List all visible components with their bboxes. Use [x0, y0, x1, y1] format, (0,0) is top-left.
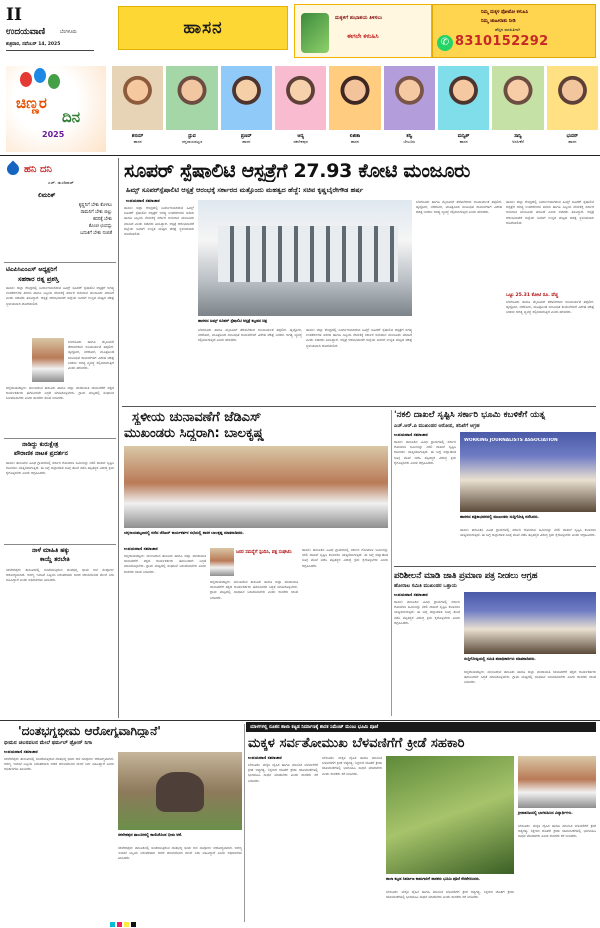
lead-bottom-rule	[122, 406, 596, 407]
elephant-body-col2: ಸಕಲೇಶಪುರ: ತಾಲೂಕಿನಲ್ಲಿ ಸಂಚರಿಸುತ್ತಿರುವ ದಂತಭಗ್ನ ಭೀಮ ಆನೆ ಸಂಪೂರ್ಣ ಆರೋಗ್ಯವಾಗಿದೆ. ಅರಣ್ಯ ಇಲಾಖೆ ಸಿಬ್ಬಂದಿ ನಿರಂತರವಾಗಿ ಅದರ ಚಲನವಲನದ ಮೇಲೆ ನಿಗಾ ವಹಿಸಿದ್ದಾರೆ ಎಂದು ಅಧಿಕಾರಿಗಳು ತಿಳಿಸಿದರು.	[118, 846, 242, 861]
child-card	[166, 66, 217, 152]
lead-subhead: ಹಿಮ್ಸ್ ಸೂಪರ್‌ಸ್ಪೆಷಾಲಿಟಿ ಆಸ್ಪತ್ರೆ ಆರಂಭಕ್ಕೆ ಸರ್ಕಾರದ ಮತ್ತೊಂದು ಮಹತ್ವದ ಹೆಜ್ಜೆ: ಸಚಿವ ಕೃಷ್ಣಬೈರೇಗೌಡ ಹರ್ಷ	[126, 186, 364, 194]
ad1-line1: ಮಕ್ಕಳಿಗೆ ಶುಭಾಶಯ ತಿಳಿಸಲು	[335, 15, 383, 21]
poem-line: ಕವನಕ್ಕೆ ಬೇಕು	[92, 217, 112, 222]
land-subhead: ಎಚ್.ಆರ್.ಪಿ ಮುಖಂಡರ ಆರೋಪ, ತನಿಖೆಗೆ ಆಗ್ರಹ	[394, 423, 480, 429]
story1-body-cont: ಬೆಂಗಳೂರು ಹಾಗೂ ಮೈಸೂರಿಗೆ ತೆರಳಬೇಕಾದ ಅನಿವಾರ್ಯತೆ ತಪ್ಪಲಿದೆ. ಹೃದ್ರೋಗ, ನರರೋಗ, ಮೂತ್ರಪಿಂಡ ಸಂಬಂಧಿತ ಕಾಯಿಲೆಗಳಿಗೆ ವಿಶೇಷ ಚಿಕಿತ್ಸೆ ನೀಡಲು ಅಗತ್ಯ ವ್ಯವಸ್ಥೆ ಕಲ್ಪಿಸಲಾಗುತ್ತಿದೆ ಎಂದು ಹೇಳಿದರು.	[68, 340, 114, 371]
balloon-icon	[20, 72, 32, 87]
hospital-photo	[198, 200, 412, 316]
elephant-headline: 'ದಂತಭಗ್ನಭೀಮ ಆರೋಗ್ಯವಾಗಿದ್ದಾನೆ'	[18, 724, 161, 738]
person-photo	[32, 338, 64, 382]
drop-icon	[5, 161, 22, 178]
child-card	[384, 66, 435, 152]
lead-byline: ಉದಯವಾಣಿ ಸಮಾಚಾರ	[126, 198, 160, 203]
caste-story	[394, 568, 596, 718]
lead-story	[122, 158, 596, 406]
sports-body-col2: ಬೇಲೂರು: ಮಕ್ಕಳ ದೈಹಿಕ ಹಾಗೂ ಮಾನಸಿಕ ಬೆಳವಣಿಗೆಗೆ ಕ್ರೀಡೆ ಅತ್ಯಗತ್ಯ. ಶಿಕ್ಷಣದ ಜೊತೆಗೆ ಕ್ರೀಡಾ ಚಟುವಟಿಕೆಗಳಲ್ಲಿ ಭಾಗವಹಿಸಿ ಸಾಧನೆ ಮಾಡಬೇಕು ಎಂದು ಶಾಸಕರು ಕರೆ ನೀಡಿದರು.	[322, 756, 382, 776]
lead-body-col1: ಹಾಸನ: ಜಿಲ್ಲಾ ಕೇಂದ್ರದಲ್ಲಿ ನಿರ್ಮಾಣವಾಗಿರುವ ಹಿಮ್ಸ್ ಸೂಪರ್ ಸ್ಪೆಷಾಲಿಟಿ ಆಸ್ಪತ್ರೆಗೆ ಅಗತ್ಯ ಉಪಕರಣಗಳ ಖರೀದಿ ಹಾಗೂ ಸಿಬ್ಬಂದಿ ನೇಮಕಕ್ಕೆ ಸರ್ಕಾರ ಅನುದಾನ ಮಂಜೂರು ಮಾಡಿದೆ ಎಂದು ಸಚಿವರು ತಿಳಿಸಿದ್ದಾರೆ. ಆಸ್ಪತ್ರೆ ಆರಂಭವಾದರೆ ಜಿಲ್ಲೆಯ ಜನರಿಗೆ ಉನ್ನತ ಮಟ್ಟದ ಚಿಕಿತ್ಸೆ ಸ್ಥಳೀಯವಾಗಿ ದೊರೆಯಲಿದೆ.	[124, 206, 194, 237]
bottom-strip-rule	[0, 720, 600, 721]
child-name: ಧ್ರುವ	[188, 134, 196, 139]
land-body-col1: ಹಾಸನ: ತಾಲೂಕಿನ ವಿವಿಧ ಗ್ರಾಮಗಳಲ್ಲಿ ಸರ್ಕಾರಿ ಗೋಮಾಳ ಜಮೀನನ್ನು ನಕಲಿ ದಾಖಲೆ ಸೃಷ್ಟಿಸಿ ಕಬಳಿಸಲು ಯತ್ನಿಸಲಾಗುತ್ತಿದೆ. ಈ ಬಗ್ಗೆ ಜಿಲ್ಲಾಡಳಿತ ಸೂಕ್ತ ತನಿಖೆ ನಡೆಸಿ ತಪ್ಪಿತಸ್ಥರ ವಿರುದ್ಧ ಕ್ರಮ ಕೈಗೊಳ್ಳಬೇಕು ಎಂದು ಆಗ್ರಹಿಸಿದರು.	[394, 440, 456, 465]
elephant-body-col1: ಸಕಲೇಶಪುರ: ತಾಲೂಕಿನಲ್ಲಿ ಸಂಚರಿಸುತ್ತಿರುವ ದಂತಭಗ್ನ ಭೀಮ ಆನೆ ಸಂಪೂರ್ಣ ಆರೋಗ್ಯವಾಗಿದೆ. ಅರಣ್ಯ ಇಲಾಖೆ ಸಿಬ್ಬಂದಿ ನಿರಂತರವಾಗಿ ಅದರ ಚಲನವಲನದ ಮೇಲೆ ನಿಗಾ ವಹಿಸಿದ್ದಾರೆ ಎಂದು ಅಧಿಕಾರಿಗಳು ತಿಳಿಸಿದರು.	[4, 757, 114, 772]
story3-headline2: ಕಾಯ್ದೆ ತರಬೇತಿ	[40, 556, 70, 563]
child-photo	[384, 66, 435, 130]
land-body-col2: ಹಾಸನ: ತಾಲೂಕಿನ ವಿವಿಧ ಗ್ರಾಮಗಳಲ್ಲಿ ಸರ್ಕಾರಿ ಗೋಮಾಳ ಜಮೀನನ್ನು ನಕಲಿ ದಾಖಲೆ ಸೃಷ್ಟಿಸಿ ಕಬಳಿಸಲು ಯತ್ನಿಸಲಾಗುತ್ತಿದೆ. ಈ ಬಗ್ಗೆ ಜಿಲ್ಲಾಡಳಿತ ಸೂಕ್ತ ತನಿಖೆ ನಡೆಸಿ ತಪ್ಪಿತಸ್ಥರ ವಿರುದ್ಧ ಕ್ರಮ ಕೈಗೊಳ್ಳಬೇಕು ಎಂದು ಆಗ್ರಹಿಸಿದರು.	[460, 528, 596, 538]
child-photo	[492, 66, 543, 130]
child-name: ಆದ್ಯ	[297, 134, 304, 139]
column-rule	[244, 724, 245, 922]
land-bottom-rule	[394, 566, 596, 567]
story3-body: ಸಕಲೇಶಪುರ: ತಾಲೂಕಿನಲ್ಲಿ ಸಂಚರಿಸುತ್ತಿರುವ ದಂತಭಗ್ನ ಭೀಮ ಆನೆ ಸಂಪೂರ್ಣ ಆರೋಗ್ಯವಾಗಿದೆ. ಅರಣ್ಯ ಇಲಾಖೆ ಸಿಬ್ಬಂದಿ ನಿರಂತರವಾಗಿ ಅದರ ಚಲನವಲನದ ಮೇಲೆ ನಿಗಾ ವಹಿಸಿದ್ದಾರೆ ಎಂದು ಅಧಿಕಾರಿಗಳು ತಿಳಿಸಿದರು.	[6, 568, 114, 583]
sidebar-divider	[4, 438, 116, 439]
yellow-mark	[124, 922, 129, 927]
bottom-strip	[246, 722, 596, 732]
election-headline2: ಮುಖಂಡರು ಸಿದ್ಧರಾಗಿ: ಬಾಲಕೃಷ್ಣ	[124, 426, 265, 441]
elephant-caption: ಸಕಲೇಶಪುರ ತಾಲೂಕಿನಲ್ಲಿ ಕಾಣಿಸಿಕೊಂಡ ಭೀಮ ಆನೆ.	[118, 832, 183, 837]
poem-line: ಕೃಷ್ಣನಿಗೆ ಬೇಕು ಕೊಳಲು	[78, 203, 112, 208]
poem-title: ಲಿಮರಿಕ್	[38, 192, 56, 199]
election-body-col2: ಚನ್ನರಾಯಪಟ್ಟಣ: ಮುಂಬರುವ ತಾಲೂಕು ಹಾಗೂ ಜಿಲ್ಲಾ ಪಂಚಾಯಿತಿ ಚುನಾವಣೆಗೆ ಪಕ್ಷದ ಕಾರ್ಯಕರ್ತರು ಈಗಿನಿಂದಲೇ ಸಿದ್ಧತೆ ಮಾಡಿಕೊಳ್ಳಬೇಕು. ಗ್ರಾಮ ಮಟ್ಟದಲ್ಲಿ ಸಂಘಟನೆ ಬಲಪಡಿಸಬೇಕು ಎಂದು ಶಾಸಕರು ಸಲಹೆ ನೀಡಿದರು.	[210, 580, 298, 600]
district-title: ಹಾಸನ	[183, 18, 223, 38]
child-name: ಶನಯ್	[131, 134, 144, 139]
paper-name: ಉದಯವಾಣಿ	[6, 27, 46, 37]
caste-photo	[464, 592, 596, 654]
elephant-story	[4, 722, 242, 922]
child-card	[438, 66, 489, 152]
logo-year: 2025	[42, 130, 65, 139]
black-mark	[131, 922, 136, 927]
child-place: ಹಾಸನ	[568, 139, 577, 144]
child-place: ಬೇಲೂರು	[403, 139, 416, 144]
story2-headline2: ಪೌರಾಣಿಕ ನಾಟಕ ಪ್ರದರ್ಶನ	[14, 450, 68, 457]
top-ad-2	[432, 4, 596, 58]
child-card	[329, 66, 380, 152]
lead-body-col4: ಬೆಂಗಳೂರು ಹಾಗೂ ಮೈಸೂರಿಗೆ ತೆರಳಬೇಕಾದ ಅನಿವಾರ್ಯತೆ ತಪ್ಪಲಿದೆ. ಹೃದ್ರೋಗ, ನರರೋಗ, ಮೂತ್ರಪಿಂಡ ಸಂಬಂಧಿತ ಕಾಯಿಲೆಗಳಿಗೆ ವಿಶೇಷ ಚಿಕಿತ್ಸೆ ನೀಡಲು ಅಗತ್ಯ ವ್ಯವಸ್ಥೆ ಕಲ್ಪಿಸಲಾಗುತ್ತಿದೆ ಎಂದು ಹೇಳಿದರು.	[416, 200, 502, 215]
column-rule	[391, 410, 392, 716]
caste-caption: ಸುದ್ದಿಗೋಷ್ಠಿಯಲ್ಲಿ ಸಮಿತಿ ಪದಾಧಿಕಾರಿಗಳು ಮಾತನಾಡಿದರು.	[464, 656, 536, 661]
whatsapp-icon: ✆	[437, 35, 453, 51]
child-card	[547, 66, 598, 152]
poem-line: ಕೊಂಚ ಛಂದಸ್ಸು	[88, 224, 112, 229]
elephant-byline: ಉದಯವಾಣಿ ಸಮಾಚಾರ	[4, 749, 38, 754]
child-card	[275, 66, 326, 152]
child-photo	[329, 66, 380, 130]
district-title-box	[118, 6, 288, 50]
ad-phone-graphic	[301, 13, 329, 53]
sidebar-divider	[4, 262, 116, 263]
child-photo	[275, 66, 326, 130]
ad2-line2: ನಿಮ್ಮ ಜಾಹೀರಾತು ನೀಡಿ	[481, 19, 516, 24]
caste-byline: ಉದಯವಾಣಿ ಸಮಾಚಾರ	[394, 592, 428, 597]
child-place: ಸಕಲೇಶಪುರ	[293, 139, 308, 144]
lead-body-col3: ಹಾಸನ: ಜಿಲ್ಲಾ ಕೇಂದ್ರದಲ್ಲಿ ನಿರ್ಮಾಣವಾಗಿರುವ ಹಿಮ್ಸ್ ಸೂಪರ್ ಸ್ಪೆಷಾಲಿಟಿ ಆಸ್ಪತ್ರೆಗೆ ಅಗತ್ಯ ಉಪಕರಣಗಳ ಖರೀದಿ ಹಾಗೂ ಸಿಬ್ಬಂದಿ ನೇಮಕಕ್ಕೆ ಸರ್ಕಾರ ಅನುದಾನ ಮಂಜೂರು ಮಾಡಿದೆ ಎಂದು ಸಚಿವರು ತಿಳಿಸಿದ್ದಾರೆ. ಆಸ್ಪತ್ರೆ ಆರಂಭವಾದರೆ ಜಿಲ್ಲೆಯ ಜನರಿಗೆ ಉನ್ನತ ಮಟ್ಟದ ಚಿಕಿತ್ಸೆ ಸ್ಥಳೀಯವಾಗಿ ದೊರೆಯಲಿದೆ.	[306, 328, 412, 348]
column-logo	[4, 160, 116, 178]
sports-byline: ಉದಯವಾಣಿ ಸಮಾಚಾರ	[248, 755, 282, 760]
lead-body-col6: ಬೆಂಗಳೂರು ಹಾಗೂ ಮೈಸೂರಿಗೆ ತೆರಳಬೇಕಾದ ಅನಿವಾರ್ಯತೆ ತಪ್ಪಲಿದೆ. ಹೃದ್ರೋಗ, ನರರೋಗ, ಮೂತ್ರಪಿಂಡ ಸಂಬಂಧಿತ ಕಾಯಿಲೆಗಳಿಗೆ ವಿಶೇಷ ಚಿಕಿತ್ಸೆ ನೀಡಲು ಅಗತ್ಯ ವ್ಯವಸ್ಥೆ ಕಲ್ಪಿಸಲಾಗುತ್ತಿದೆ ಎಂದು ಹೇಳಿದರು.	[506, 300, 594, 315]
poem	[12, 202, 112, 237]
mla-photo	[210, 548, 234, 576]
lead-headline: ಸೂಪರ್ ಸ್ಪೆಷಾಲಿಟಿ ಆಸ್ಪತ್ರೆಗೆ 27.93 ಕೋಟಿ ಮಂಜೂರು	[124, 160, 470, 182]
ad2-phone: 8310152292	[455, 34, 549, 49]
sports-photo	[518, 756, 596, 808]
ceremony-photo	[386, 756, 514, 874]
child-photo	[547, 66, 598, 130]
magenta-mark	[117, 922, 122, 927]
child-photo	[221, 66, 272, 130]
election-pullquote: ಜನರ ಸಮಸ್ಯೆಗೆ ಸ್ಪಂದಿಸಿ, ಪಕ್ಷ ಸಂಘಟಿಸಿ	[236, 550, 292, 555]
child-place: ಚನ್ನರಾಯಪಟ್ಟಣ	[181, 139, 203, 144]
election-headline1: ಸ್ಥಳೀಯ ಚುನಾವಣೆಗೆ ಜೆಡಿಎಸ್	[132, 410, 262, 425]
story1-headline1: ಟಿಎಪಿಸಿಎಂಎಸ್ ಅಧ್ಯಕ್ಷರಿಗೆ	[6, 266, 57, 273]
child-place: ಅರಸೀಕೆರೆ	[512, 139, 524, 144]
masthead-city: ಬೆಂಗಳೂರು	[60, 30, 77, 35]
caste-headline: ಪರಿಶೀಲನೆ ಮಾಡಿ ಜಾತಿ ಪ್ರಮಾಣ ಪತ್ರ ನೀಡಲು ಆಗ್ರಹ	[394, 570, 538, 580]
child-place: ಹಾಸನ	[459, 139, 468, 144]
child-name: ತನ್ವಿ	[406, 134, 413, 139]
building-facade	[218, 226, 398, 282]
hospital-caption: ಹಾಸನದ ಹಿಮ್ಸ್ ಸೂಪರ್ ಸ್ಪೆಷಾಲಿಟಿ ಆಸ್ಪತ್ರೆ ಕಟ್ಟಡದ ಚಿತ್ರ	[198, 318, 267, 323]
election-story	[122, 408, 388, 718]
child-name: ಮನ್ವಿತ್	[457, 134, 470, 139]
ad2-phone-label: ಹೆಚ್ಚಿನ ಮಾಹಿತಿಗಾಗಿ	[495, 27, 521, 32]
child-photo	[166, 66, 217, 130]
child-card	[221, 66, 272, 152]
land-byline: ಉದಯವಾಣಿ ಸಮಾಚಾರ	[394, 432, 428, 437]
child-name: ಪ್ರಣವ್	[240, 134, 252, 139]
story3-headline1: ನಾಳೆ ಮಾಹಿತಿ ಹಕ್ಕು	[32, 547, 70, 554]
sidebar	[4, 158, 116, 718]
story1-body: ಹಾಸನ: ಜಿಲ್ಲಾ ಕೇಂದ್ರದಲ್ಲಿ ನಿರ್ಮಾಣವಾಗಿರುವ ಹಿಮ್ಸ್ ಸೂಪರ್ ಸ್ಪೆಷಾಲಿಟಿ ಆಸ್ಪತ್ರೆಗೆ ಅಗತ್ಯ ಉಪಕರಣಗಳ ಖರೀದಿ ಹಾಗೂ ಸಿಬ್ಬಂದಿ ನೇಮಕಕ್ಕೆ ಸರ್ಕಾರ ಅನುದಾನ ಮಂಜೂರು ಮಾಡಿದೆ ಎಂದು ಸಚಿವರು ತಿಳಿಸಿದ್ದಾರೆ. ಆಸ್ಪತ್ರೆ ಆರಂಭವಾದರೆ ಜಿಲ್ಲೆಯ ಜನರಿಗೆ ಉನ್ನತ ಮಟ್ಟದ ಚಿಕಿತ್ಸೆ ಸ್ಥಳೀಯವಾಗಿ ದೊರೆಯಲಿದೆ.	[6, 286, 114, 306]
land-photo	[460, 432, 596, 512]
column-author: ಎಚ್. ಡುಂಡಿರಾಜ್	[48, 180, 74, 185]
logo-line2: ದಿನ	[62, 108, 81, 126]
childrens-day-banner	[0, 64, 600, 154]
child-photo	[438, 66, 489, 130]
sidebar-column-rule	[118, 158, 119, 718]
masthead	[0, 0, 600, 64]
child-place: ಹಾಸನ	[350, 139, 360, 144]
sports-body-col3: ಬೇಲೂರು: ಮಕ್ಕಳ ದೈಹಿಕ ಹಾಗೂ ಮಾನಸಿಕ ಬೆಳವಣಿಗೆಗೆ ಕ್ರೀಡೆ ಅತ್ಯಗತ್ಯ. ಶಿಕ್ಷಣದ ಜೊತೆಗೆ ಕ್ರೀಡಾ ಚಟುವಟಿಕೆಗಳಲ್ಲಿ ಭಾಗವಹಿಸಿ ಸಾಧನೆ ಮಾಡಬೇಕು ಎಂದು ಶಾಸಕರು ಕರೆ ನೀಡಿದರು.	[386, 890, 514, 900]
association-banner: WORKING JOURNALISTS ASSOCIATION	[464, 438, 558, 443]
elephant-subhead: ಭೀಮನ ಚಲನವಲನ ಮೇಲೆ ಥರ್ಮಲ್ ಡ್ರೋನ್ ನಿಗಾ	[4, 740, 93, 746]
land-caption: ಹಾಸನದ ಪತ್ರಿಕಾಭವನದಲ್ಲಿ ಮುಖಂಡರು ಸುದ್ದಿಗೋಷ್ಠಿ ನಡೆಸಿದರು.	[460, 514, 539, 519]
sidebar-divider	[4, 544, 116, 545]
sports-caption: ಕ್ರೀಡಾಕೂಟದಲ್ಲಿ ಭಾಗವಹಿಸಿದ ವಿದ್ಯಾರ್ಥಿಗಳು.	[518, 810, 573, 815]
lead-highlight: ಒಟ್ಟು 25.31 ಕೋಟಿ ರೂ. ವೆಚ್ಚ	[506, 293, 559, 298]
balloon-icon	[34, 68, 46, 83]
balloon-icon	[48, 74, 60, 89]
child-name: ಭುವನ್	[566, 134, 579, 139]
ceremony-caption: ಶಾಲಾ ಕಟ್ಟಡ ನಿರ್ಮಾಣ ಕಾಮಗಾರಿಗೆ ಶಾಸಕರು ಭೂಮಿ ಪೂಜೆ ನೆರವೇರಿಸಿದರು.	[386, 876, 481, 881]
page-number: II	[6, 5, 22, 25]
election-byline: ಉದಯವಾಣಿ ಸಮಾಚಾರ	[124, 546, 158, 551]
elephant-photo	[118, 752, 242, 830]
story1-headline2: ಸಹಕಾರ ರತ್ನ ಪ್ರಶಸ್ತಿ	[18, 275, 59, 283]
child-place: ಹಾಸನ	[242, 139, 251, 144]
story1-body-more: ಚನ್ನರಾಯಪಟ್ಟಣ: ಮುಂಬರುವ ತಾಲೂಕು ಹಾಗೂ ಜಿಲ್ಲಾ ಪಂಚಾಯಿತಿ ಚುನಾವಣೆಗೆ ಪಕ್ಷದ ಕಾರ್ಯಕರ್ತರು ಈಗಿನಿಂದಲೇ ಸಿದ್ಧತೆ ಮಾಡಿಕೊಳ್ಳಬೇಕು. ಗ್ರಾಮ ಮಟ್ಟದಲ್ಲಿ ಸಂಘಟನೆ ಬಲಪಡಿಸಬೇಕು ಎಂದು ಶಾಸಕರು ಸಲಹೆ ನೀಡಿದರು.	[6, 386, 114, 401]
election-body-col1: ಚನ್ನರಾಯಪಟ್ಟಣ: ಮುಂಬರುವ ತಾಲೂಕು ಹಾಗೂ ಜಿಲ್ಲಾ ಪಂಚಾಯಿತಿ ಚುನಾವಣೆಗೆ ಪಕ್ಷದ ಕಾರ್ಯಕರ್ತರು ಈಗಿನಿಂದಲೇ ಸಿದ್ಧತೆ ಮಾಡಿಕೊಳ್ಳಬೇಕು. ಗ್ರಾಮ ಮಟ್ಟದಲ್ಲಿ ಸಂಘಟನೆ ಬಲಪಡಿಸಬೇಕು ಎಂದು ಶಾಸಕರು ಸಲಹೆ ನೀಡಿದರು.	[124, 554, 206, 574]
poem-line: ರಾಮನಿಗೆ ಬೇಕು ಬಿಲ್ಲು	[80, 210, 112, 215]
lead-body-col5: ಹಾಸನ: ಜಿಲ್ಲಾ ಕೇಂದ್ರದಲ್ಲಿ ನಿರ್ಮಾಣವಾಗಿರುವ ಹಿಮ್ಸ್ ಸೂಪರ್ ಸ್ಪೆಷಾಲಿಟಿ ಆಸ್ಪತ್ರೆಗೆ ಅಗತ್ಯ ಉಪಕರಣಗಳ ಖರೀದಿ ಹಾಗೂ ಸಿಬ್ಬಂದಿ ನೇಮಕಕ್ಕೆ ಸರ್ಕಾರ ಅನುದಾನ ಮಂಜೂರು ಮಾಡಿದೆ ಎಂದು ಸಚಿವರು ತಿಳಿಸಿದ್ದಾರೆ. ಆಸ್ಪತ್ರೆ ಆರಂಭವಾದರೆ ಜಿಲ್ಲೆಯ ಜನರಿಗೆ ಉನ್ನತ ಮಟ್ಟದ ಚಿಕಿತ್ಸೆ ಸ್ಥಳೀಯವಾಗಿ ದೊರೆಯಲಿದೆ.	[506, 200, 594, 225]
lead-body-col2: ಬೆಂಗಳೂರು ಹಾಗೂ ಮೈಸೂರಿಗೆ ತೆರಳಬೇಕಾದ ಅನಿವಾರ್ಯತೆ ತಪ್ಪಲಿದೆ. ಹೃದ್ರೋಗ, ನರರೋಗ, ಮೂತ್ರಪಿಂಡ ಸಂಬಂಧಿತ ಕಾಯಿಲೆಗಳಿಗೆ ವಿಶೇಷ ಚಿಕಿತ್ಸೆ ನೀಡಲು ಅಗತ್ಯ ವ್ಯವಸ್ಥೆ ಕಲ್ಪಿಸಲಾಗುತ್ತಿದೆ ಎಂದು ಹೇಳಿದರು.	[198, 328, 302, 343]
bottom-strip-text: ಯಾಳಗಳಲ್ಲಿ ನೂತನ ಶಾಲಾ ಕಟ್ಟಡ ನಿರ್ಮಾಣಕ್ಕೆ ಶಾಸಕ ಸಿಮೆಂಟ್ ಮಂಜು ಭೂಮಿ ಪೂಜೆ	[250, 725, 379, 730]
sports-body-col1: ಬೇಲೂರು: ಮಕ್ಕಳ ದೈಹಿಕ ಹಾಗೂ ಮಾನಸಿಕ ಬೆಳವಣಿಗೆಗೆ ಕ್ರೀಡೆ ಅತ್ಯಗತ್ಯ. ಶಿಕ್ಷಣದ ಜೊತೆಗೆ ಕ್ರೀಡಾ ಚಟುವಟಿಕೆಗಳಲ್ಲಿ ಭಾಗವಹಿಸಿ ಸಾಧನೆ ಮಾಡಬೇಕು ಎಂದು ಶಾಸಕರು ಕರೆ ನೀಡಿದರು.	[248, 763, 318, 783]
caste-subhead: ಹೋರಾಟ ಸಮಿತಿ ಮುಖಂಡರ ಒತ್ತಾಯ	[394, 583, 457, 589]
child-name: ಲಿಖಿತಾ	[349, 134, 361, 139]
poem-line: ಬದುಕಿಗೆ ಬೇಕು ನಂಬಿಕೆ	[80, 231, 112, 236]
story2-headline1: ನಾಡಿದ್ದು ಕುರುಕ್ಷೇತ್ರ	[22, 441, 59, 448]
children-photo-row	[112, 66, 598, 152]
sports-headline: ಮಕ್ಕಳ ಸರ್ವತೋಮುಖ ಬೆಳವಣಿಗೆಗೆ ಕ್ರೀಡೆ ಸಹಕಾರಿ	[248, 736, 465, 751]
child-place: ಹಾಸನ	[133, 139, 142, 144]
elephant-figure	[156, 772, 204, 812]
masthead-divider	[6, 50, 94, 51]
top-ad-1	[294, 4, 432, 58]
masthead-date: ಶುಕ್ರವಾರ, ನವೆಂಬರ್ 14, 2025	[6, 42, 61, 47]
land-headline: 'ನಕಲಿ ದಾಖಲೆ ಸೃಷ್ಟಿಸಿ ಸರ್ಕಾರಿ ಭೂಮಿ ಕಬಳಿಕೆಗೆ ಯತ್ನ	[394, 410, 546, 420]
story2-body: ಹಾಸನ: ತಾಲೂಕಿನ ವಿವಿಧ ಗ್ರಾಮಗಳಲ್ಲಿ ಸರ್ಕಾರಿ ಗೋಮಾಳ ಜಮೀನನ್ನು ನಕಲಿ ದಾಖಲೆ ಸೃಷ್ಟಿಸಿ ಕಬಳಿಸಲು ಯತ್ನಿಸಲಾಗುತ್ತಿದೆ. ಈ ಬಗ್ಗೆ ಜಿಲ್ಲಾಡಳಿತ ಸೂಕ್ತ ತನಿಖೆ ನಡೆಸಿ ತಪ್ಪಿತಸ್ಥರ ವಿರುದ್ಧ ಕ್ರಮ ಕೈಗೊಳ್ಳಬೇಕು ಎಂದು ಆಗ್ರಹಿಸಿದರು.	[6, 461, 114, 476]
election-photo	[124, 446, 388, 528]
child-photo	[112, 66, 163, 130]
ad2-line1: ನಿಮ್ಮ ಮಕ್ಕಳ ಫೋಟೋ ಕಳುಹಿಸಿ	[481, 10, 529, 15]
childrens-day-logo	[6, 66, 106, 152]
sports-story	[248, 734, 596, 922]
logo-line1: ಚಿಣ್ಣರ	[16, 94, 47, 112]
caste-body-col1: ಹಾಸನ: ತಾಲೂಕಿನ ವಿವಿಧ ಗ್ರಾಮಗಳಲ್ಲಿ ಸರ್ಕಾರಿ ಗೋಮಾಳ ಜಮೀನನ್ನು ನಕಲಿ ದಾಖಲೆ ಸೃಷ್ಟಿಸಿ ಕಬಳಿಸಲು ಯತ್ನಿಸಲಾಗುತ್ತಿದೆ. ಈ ಬಗ್ಗೆ ಜಿಲ್ಲಾಡಳಿತ ಸೂಕ್ತ ತನಿಖೆ ನಡೆಸಿ ತಪ್ಪಿತಸ್ಥರ ವಿರುದ್ಧ ಕ್ರಮ ಕೈಗೊಳ್ಳಬೇಕು ಎಂದು ಆಗ್ರಹಿಸಿದರು.	[394, 600, 460, 625]
child-name: ಸಾನ್ವಿ	[514, 134, 522, 139]
cyan-mark	[110, 922, 115, 927]
election-body-col3: ಹಾಸನ: ತಾಲೂಕಿನ ವಿವಿಧ ಗ್ರಾಮಗಳಲ್ಲಿ ಸರ್ಕಾರಿ ಗೋಮಾಳ ಜಮೀನನ್ನು ನಕಲಿ ದಾಖಲೆ ಸೃಷ್ಟಿಸಿ ಕಬಳಿಸಲು ಯತ್ನಿಸಲಾಗುತ್ತಿದೆ. ಈ ಬಗ್ಗೆ ಜಿಲ್ಲಾಡಳಿತ ಸೂಕ್ತ ತನಿಖೆ ನಡೆಸಿ ತಪ್ಪಿತಸ್ಥರ ವಿರುದ್ಧ ಕ್ರಮ ಕೈಗೊಳ್ಳಬೇಕು ಎಂದು ಆಗ್ರಹಿಸಿದರು.	[302, 548, 388, 568]
caste-body-col2: ಚನ್ನರಾಯಪಟ್ಟಣ: ಮುಂಬರುವ ತಾಲೂಕು ಹಾಗೂ ಜಿಲ್ಲಾ ಪಂಚಾಯಿತಿ ಚುನಾವಣೆಗೆ ಪಕ್ಷದ ಕಾರ್ಯಕರ್ತರು ಈಗಿನಿಂದಲೇ ಸಿದ್ಧತೆ ಮಾಡಿಕೊಳ್ಳಬೇಕು. ಗ್ರಾಮ ಮಟ್ಟದಲ್ಲಿ ಸಂಘಟನೆ ಬಲಪಡಿಸಬೇಕು ಎಂದು ಶಾಸಕರು ಸಲಹೆ ನೀಡಿದರು.	[464, 670, 596, 685]
ad1-line2: ಈಗಲೇ ಕಳುಹಿಸಿ	[347, 33, 379, 40]
child-card	[492, 66, 543, 152]
banner-divider	[0, 155, 600, 156]
registration-marks	[110, 922, 170, 927]
child-card	[112, 66, 163, 152]
sports-body-col4: ಬೇಲೂರು: ಮಕ್ಕಳ ದೈಹಿಕ ಹಾಗೂ ಮಾನಸಿಕ ಬೆಳವಣಿಗೆಗೆ ಕ್ರೀಡೆ ಅತ್ಯಗತ್ಯ. ಶಿಕ್ಷಣದ ಜೊತೆಗೆ ಕ್ರೀಡಾ ಚಟುವಟಿಕೆಗಳಲ್ಲಿ ಭಾಗವಹಿಸಿ ಸಾಧನೆ ಮಾಡಬೇಕು ಎಂದು ಶಾಸಕರು ಕರೆ ನೀಡಿದರು.	[518, 824, 596, 839]
election-caption: ಚನ್ನರಾಯಪಟ್ಟಣದಲ್ಲಿ ನಡೆದ ಜೆಡಿಎಸ್ ಕಾರ್ಯಕರ್ತರ ಸಭೆಯಲ್ಲಿ ಶಾಸಕ ಬಾಲಕೃಷ್ಣ ಮಾತನಾಡಿದರು.	[124, 530, 245, 535]
column-title: ಹನಿ ದನಿ	[24, 163, 52, 175]
land-story	[394, 408, 596, 564]
